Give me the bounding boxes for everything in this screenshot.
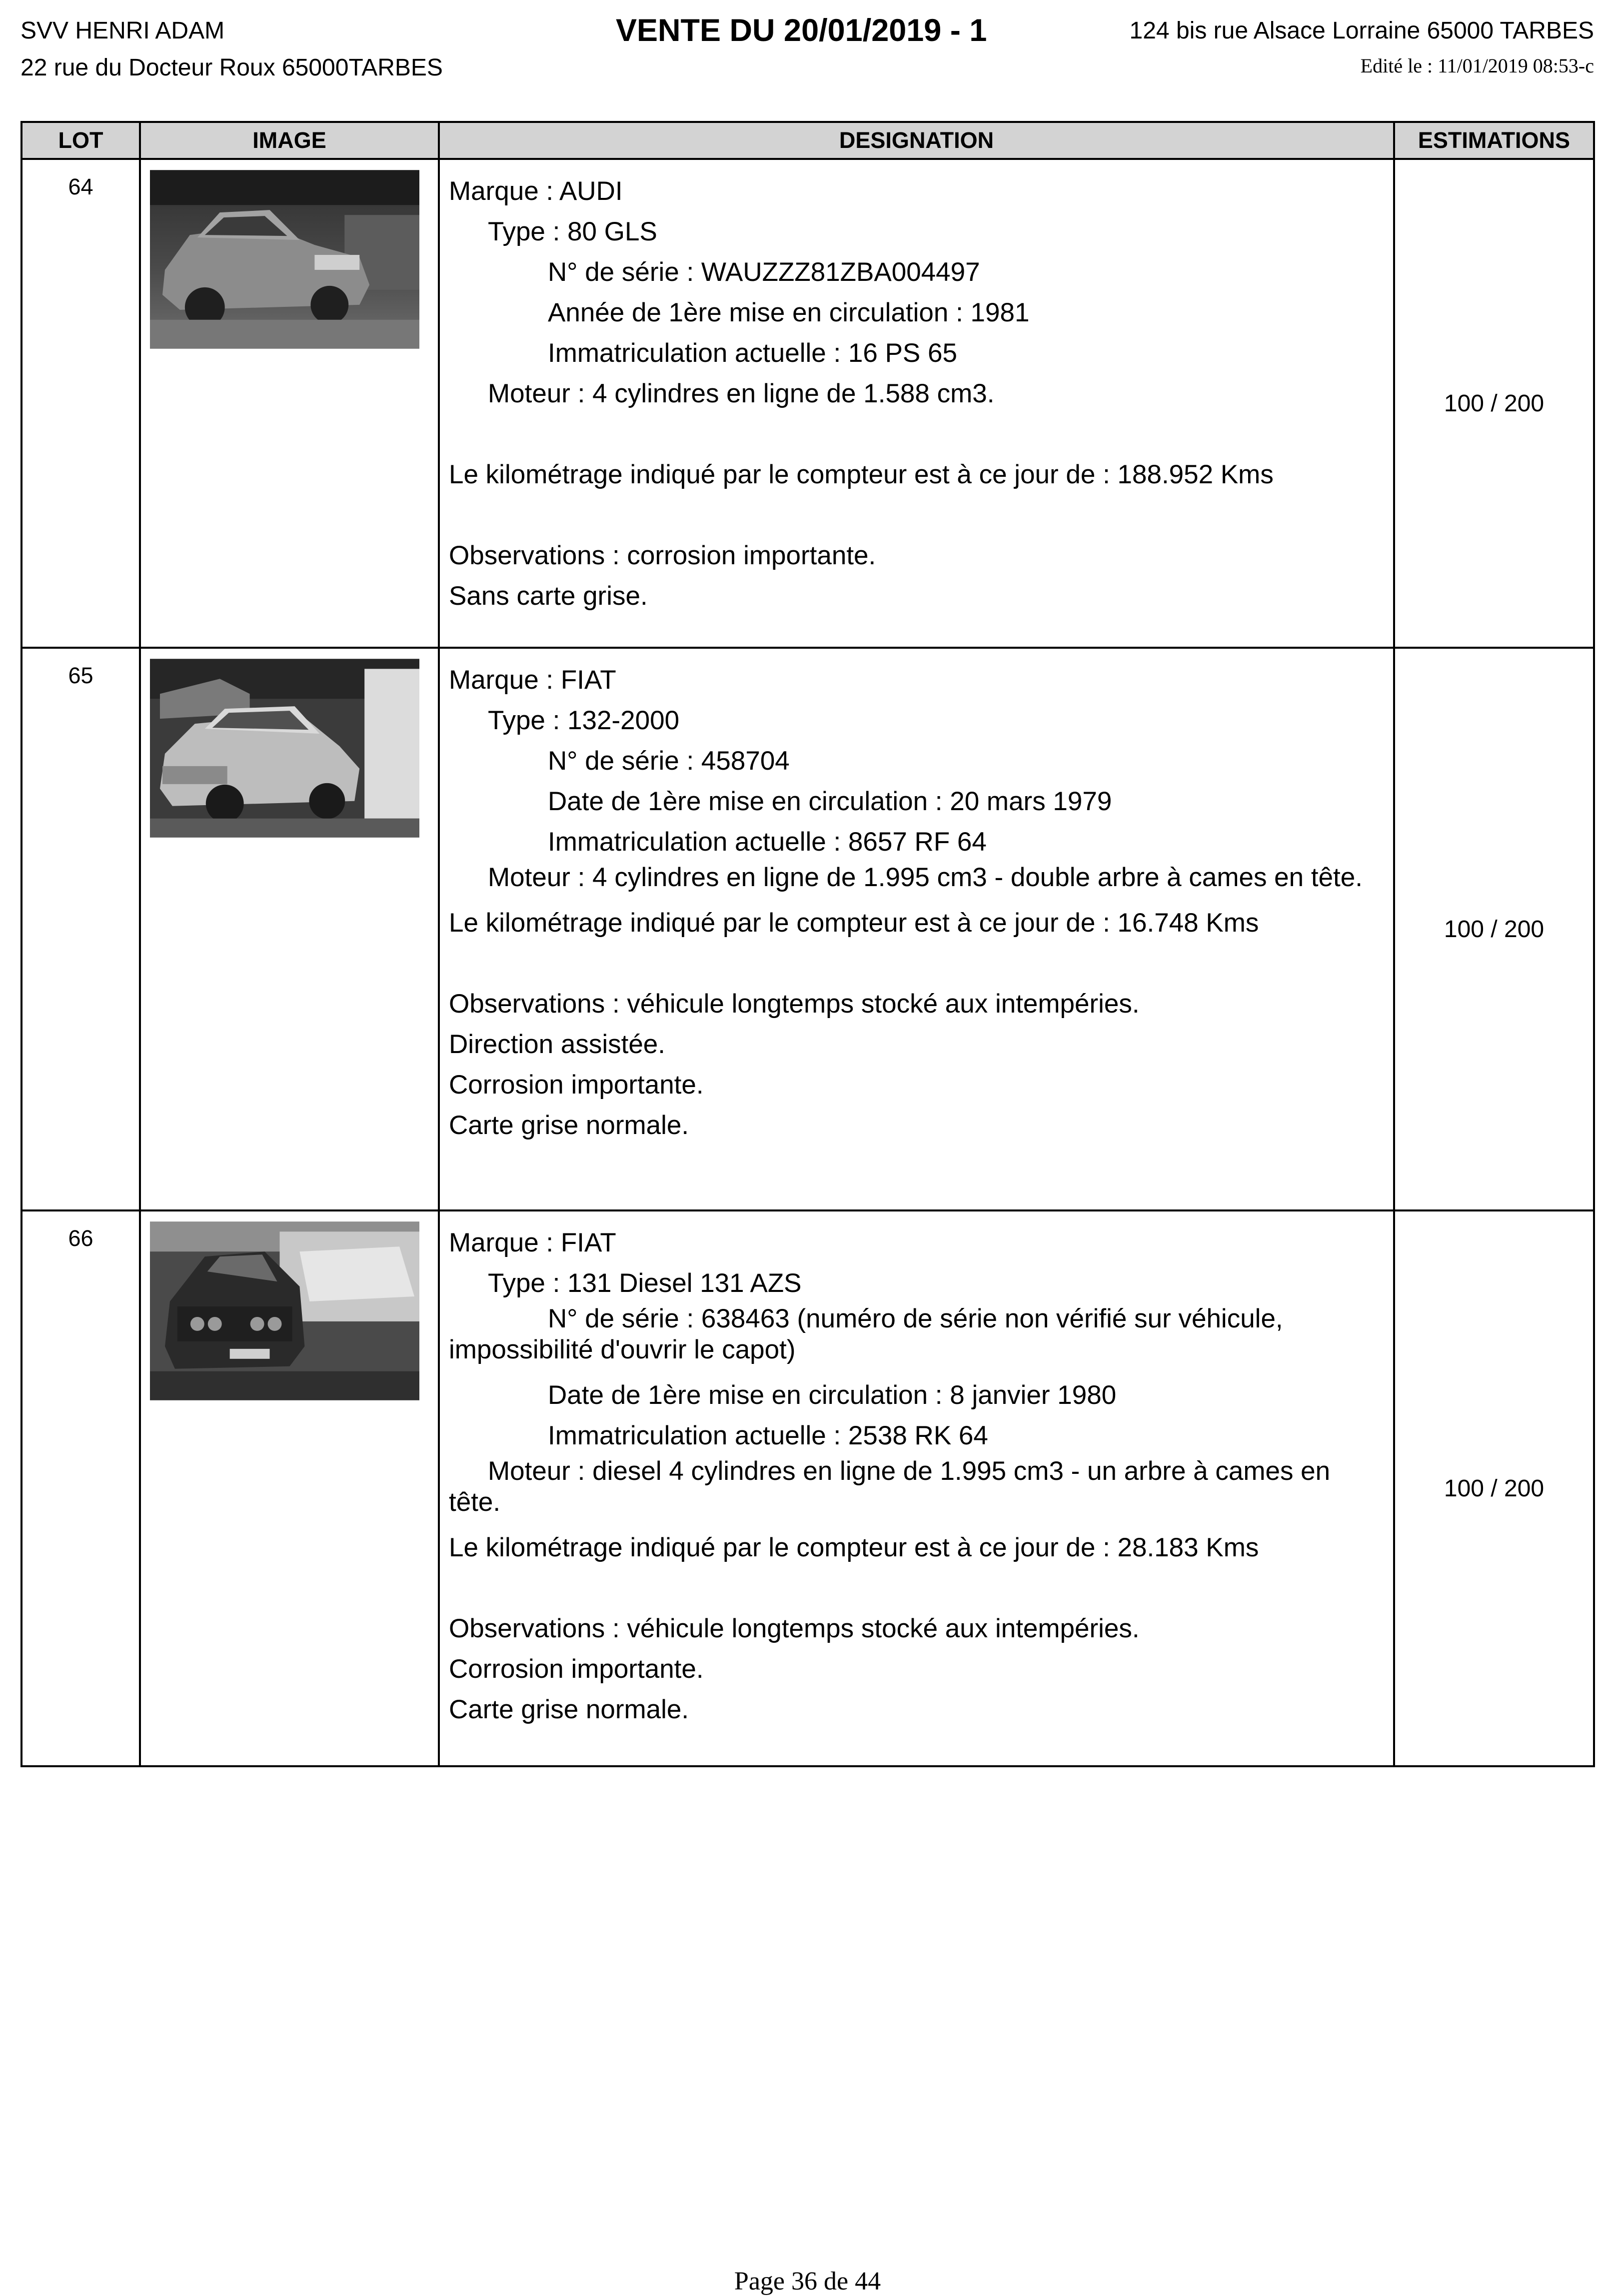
designation-cell <box>439 648 1394 1210</box>
car-photo <box>150 170 419 349</box>
brand: Marque : AUDI <box>449 176 623 206</box>
image-cell <box>140 159 439 648</box>
mileage: Le kilométrage indiqué par le compteur est à ce jour de : 188.952 Kms <box>449 460 1274 489</box>
observation-line: Sans carte grise. <box>449 581 648 611</box>
company-address: 22 rue du Docteur Roux 65000TARBES <box>20 54 443 81</box>
brand: Marque : FIAT <box>449 665 616 695</box>
column-header-image: IMAGE <box>140 122 439 159</box>
serial-number: N° de série : 638463 (numéro de série non vérifié sur véhicule, impossibilité d'ouvrir le capot) <box>449 1304 1283 1364</box>
estimate: 100 / 200 <box>1394 1210 1594 1766</box>
column-header-lot: LOT <box>21 122 140 159</box>
observation-line: Carte grise normale. <box>449 1111 689 1140</box>
car-photo <box>150 659 419 838</box>
mileage: Le kilométrage indiqué par le compteur est à ce jour de : 16.748 Kms <box>449 908 1259 938</box>
type: Type : 132-2000 <box>488 706 680 735</box>
column-header-estimations: ESTIMATIONS <box>1394 122 1594 159</box>
mileage: Le kilométrage indiqué par le compteur est à ce jour de : 28.183 Kms <box>449 1533 1259 1562</box>
designation-cell <box>439 1210 1394 1766</box>
designation-cell <box>439 159 1394 648</box>
lots-table <box>20 121 1595 1767</box>
lot-number: 66 <box>21 1210 140 1766</box>
column-header-designation: DESIGNATION <box>439 122 1394 159</box>
first-registration: Date de 1ère mise en circulation : 20 mars 1979 <box>548 787 1112 816</box>
engine: Moteur : 4 cylindres en ligne de 1.995 cm3 - double arbre à cames en tête. <box>488 863 1363 892</box>
sale-address: 124 bis rue Alsace Lorraine 65000 TARBES <box>1129 17 1594 44</box>
observation-line: Corrosion importante. <box>449 1654 704 1684</box>
sale-title: VENTE DU 20/01/2019 - 1 <box>616 13 987 48</box>
first-registration: Année de 1ère mise en circulation : 1981 <box>548 298 1030 327</box>
serial-number: N° de série : WAUZZZ81ZBA004497 <box>548 257 980 287</box>
observation-line: Observations : véhicule longtemps stocké aux intempéries. <box>449 989 1140 1019</box>
car-photo <box>150 1221 419 1400</box>
registration-plate: Immatriculation actuelle : 8657 RF 64 <box>548 827 987 857</box>
lot-number: 65 <box>21 648 140 1210</box>
table-row <box>21 1210 1594 1766</box>
registration-plate: Immatriculation actuelle : 2538 RK 64 <box>548 1421 988 1450</box>
estimate: 100 / 200 <box>1394 648 1594 1210</box>
first-registration: Date de 1ère mise en circulation : 8 janvier 1980 <box>548 1380 1117 1410</box>
observation-line: Observations : corrosion importante. <box>449 541 876 570</box>
image-cell <box>140 648 439 1210</box>
brand: Marque : FIAT <box>449 1228 616 1257</box>
estimate: 100 / 200 <box>1394 159 1594 648</box>
engine: Moteur : 4 cylindres en ligne de 1.588 cm3. <box>488 379 995 408</box>
observation-line: Corrosion importante. <box>449 1070 704 1100</box>
table-row <box>21 648 1594 1210</box>
serial-number: N° de série : 458704 <box>548 746 790 776</box>
table-row <box>21 159 1594 648</box>
type: Type : 131 Diesel 131 AZS <box>488 1268 802 1298</box>
observation-line: Direction assistée. <box>449 1030 666 1059</box>
edited-date: Edité le : 11/01/2019 08:53-c <box>1360 54 1594 77</box>
table-header-row <box>21 122 1594 159</box>
registration-plate: Immatriculation actuelle : 16 PS 65 <box>548 338 957 368</box>
type: Type : 80 GLS <box>488 217 657 246</box>
image-cell <box>140 1210 439 1766</box>
lot-number: 64 <box>21 159 140 648</box>
engine: Moteur : diesel 4 cylindres en ligne de 1.995 cm3 - un arbre à cames en tête. <box>449 1456 1331 1517</box>
page-number: Page 36 de 44 <box>734 2267 881 2296</box>
observation-line: Observations : véhicule longtemps stocké aux intempéries. <box>449 1614 1140 1643</box>
company-name: SVV HENRI ADAM <box>20 17 225 44</box>
observation-line: Carte grise normale. <box>449 1695 689 1724</box>
